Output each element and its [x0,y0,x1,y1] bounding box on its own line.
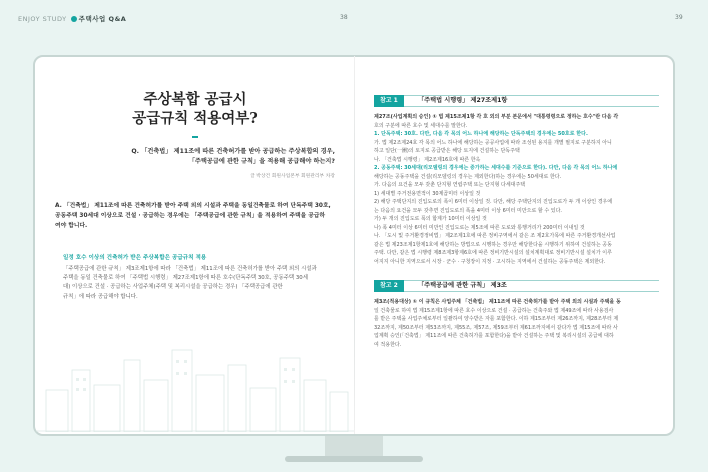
ref1-line: 같은 법 제23조제1항제1호에 해당하는 방법으로 시행하는 경우만 해당한다을 시행하기 위하여 건설하는 공동 [374,241,612,248]
page-number-left: 38 [340,14,348,21]
reference-1-body [374,113,659,266]
author-credit: 글 박상건 회원사업본부 회원관리부 차장 [250,174,335,179]
ref1-line: 가. 다음의 요건을 모두 갖춘 단지형 연립주택 또는 단지형 다세대주택 [374,182,526,188]
title-line-1: 주상복합 공급시 [143,91,247,108]
page-number-right: 39 [675,14,683,21]
question-line-2: 「주택공급에 관한 규칙」을 적용해 공급해야 하는지? [188,158,335,165]
magazine-header [0,0,708,30]
ref1-line: 나. 「건축법 시행령」 제2조제16호에 따른 한옥 [374,156,481,163]
teal-dot-icon [71,16,77,22]
article-title [55,90,335,128]
ref1-line: 주택. 다만, 같은 법 시행령 제8조제3항제6호에 따른 정비기반시설의 설치계획대로 정비기반시설 설치가 이루 [374,250,612,256]
ref1-line: 제27조(사업계획의 승인) ① 법 제15조제1항 각 호 외의 부분 본문에서 "대통령령으로 정하는 호수"란 다음 각 [374,114,619,120]
ref2-line: 업계획 승인(「건축법」 제11조에 따른 건축허가를 포함한다)을 받아 건설하는 주택 및 복리시설의 공급에 대하 [374,333,614,339]
answer-text [55,201,335,231]
reference-2-title: 「주택공급에 관한 규칙」 제3조 [418,282,507,289]
brand-name: ENJOY STUDY [18,15,67,23]
ref2-line: 제3조(적용대상) ① 이 규칙은 사업주체 「건축법」 제11조에 따른 건축허가를 받아 주택 외의 시설과 주택을 동 [374,299,621,305]
ref1-line: 2) 해당 주택단지의 진입도로의 폭이 6미터 이상일 것. 다만, 해당 주택단지의 진입도로가 두 개 이상인 경우에 [374,199,613,205]
ref1-line: 해당하는 공동주택을 건설(리모델링의 경우는 제외한다)하는 경우에는 50세대로 한다. [374,173,562,180]
note-line: 주택을 동일 건축물로 하여 「주택법 시행령」 제27조제1항에 따른 호수(단독주택 30호, 공동주택 30세 [63,275,308,282]
header-brand [18,14,126,23]
ref1-line: 1. 단독주택: 30호. 다만, 다음 각 목의 어느 하나에 해당하는 단독주택의 경우에는 50호로 한다. [374,131,588,137]
ref1-line: 나) 폭 4미터 이상 6미터 미만인 진입도로는 제5조에 따른 도로와 통행거리가 200미터 이내일 것 [374,224,585,231]
ref2-line: 여 적용한다. [374,341,402,348]
question-line-1: Q. 「건축법」 제11조에 따른 건축허가를 받아 공급하는 주상복합의 경우, [131,148,335,155]
title-line-2: 공급규칙 적용여부? [132,110,258,127]
ref1-line: 는 다음의 요건을 모두 갖추면 진입도로의 폭을 4미터 이상 6미터 미만으로 할 수 있다. [374,207,563,214]
answer-line: 공동주택 30세대 이상으로 건설 · 공급하는 경우에는 「주택공급에 관한 규칙」을 적용하여 주택을 공급하 [55,213,326,219]
question-text [55,147,335,167]
ref1-line: 어지지 아니한 지역으로서 시장 · 군수 · 구청장이 지정 · 고시하는 지역에서 건설하는 공동주택은 제외한다. [374,258,606,265]
ref1-line: 하고 일단(一團)의 토지로 공급받은 해당 토지에 건설하는 단독주택 [374,148,520,154]
left-page [55,80,335,302]
ref1-line: 나. 「도시 및 주거환경정비법」 제2조제1호에 따른 정비구역에서 같은 조 제2호가목에 따른 주거환경개선사업 [374,233,616,239]
note-heading: 일정 호수 이상의 건축허가 받은 주상복합은 공급규칙 적용 [63,255,207,261]
note-body [63,265,335,302]
reference-1-title: 「주택법 시행령」 제27조제1항 [418,97,508,104]
reference-1-tag: 참고 1 [374,95,404,107]
ref1-line: 1) 세대별 주거전용면적이 30제곱미터 이상일 것 [374,190,481,197]
ref1-line: 가. 법 제2조제24호 각 목의 어느 하나에 해당하는 공공사업에 따라 조성된 용지를 개별 필지로 구분하지 아니 [374,139,612,146]
section-name: 주택사업 Q&A [78,15,127,23]
answer-line: 여야 합니다. [55,223,88,229]
right-page [374,95,659,349]
reference-2-tag: 참고 2 [374,280,404,292]
note-line: 「주택공급에 관한 규칙」 제3조제1항에 따라 「건축법」 제11조에 따른 건축허가를 받아 주택 외의 시설과 [63,266,317,272]
reference-1-header [374,95,659,107]
reference-2-body [374,298,659,349]
ref1-line: 가) 두 개의 진입도로 폭의 합계가 10미터 이상일 것 [374,216,487,222]
city-skyline-icon [36,330,354,432]
ref2-line: 를 받은 주택을 사업주체로부터 일괄하여 양수받은 자를 포함한다. 이하 제15조부터 제26조까지, 제28조부터 제 [374,316,619,322]
reference-2-header [374,280,659,292]
title-accent-rule [192,136,198,138]
answer-line: A. 「건축법」 제11조에 따른 건축허가를 받아 주택 외의 시설과 주택을 동일건축물로 하여 단독주택 30호, [55,203,331,209]
ref2-line: 일 건축물로 하여 법 제15조제1항에 따른 호수 이상으로 건설 · 공급하는 건축주와 법 제49조에 따라 사용검사 [374,307,614,314]
page-fold [354,56,355,434]
ref2-line: 32조까지, 제50조부터 제53조까지, 제55조, 제57조, 제59조부터 제61조까지에서 같다가 법 제15조에 따라 사 [374,324,618,331]
note-line: 규칙」에 따라 공급해야 합니다. [63,293,138,300]
ref1-line: 2. 공동주택: 30세대(리모델링의 경우에는 증가하는 세대수를 기준으로 한다). 다만, 다음 각 목의 어느 하나에 [374,165,618,171]
monitor-stand-neck [325,436,383,458]
note-line: 대) 이상으로 건설 · 공급하는 사업주체(주택 및 복리시설을 공급하는 경우) 「주택공급에 관한 [63,284,283,291]
monitor-stand-base [285,456,423,462]
ref1-line: 호의 구분에 따른 호수 및 세대수를 말한다. [374,122,468,129]
